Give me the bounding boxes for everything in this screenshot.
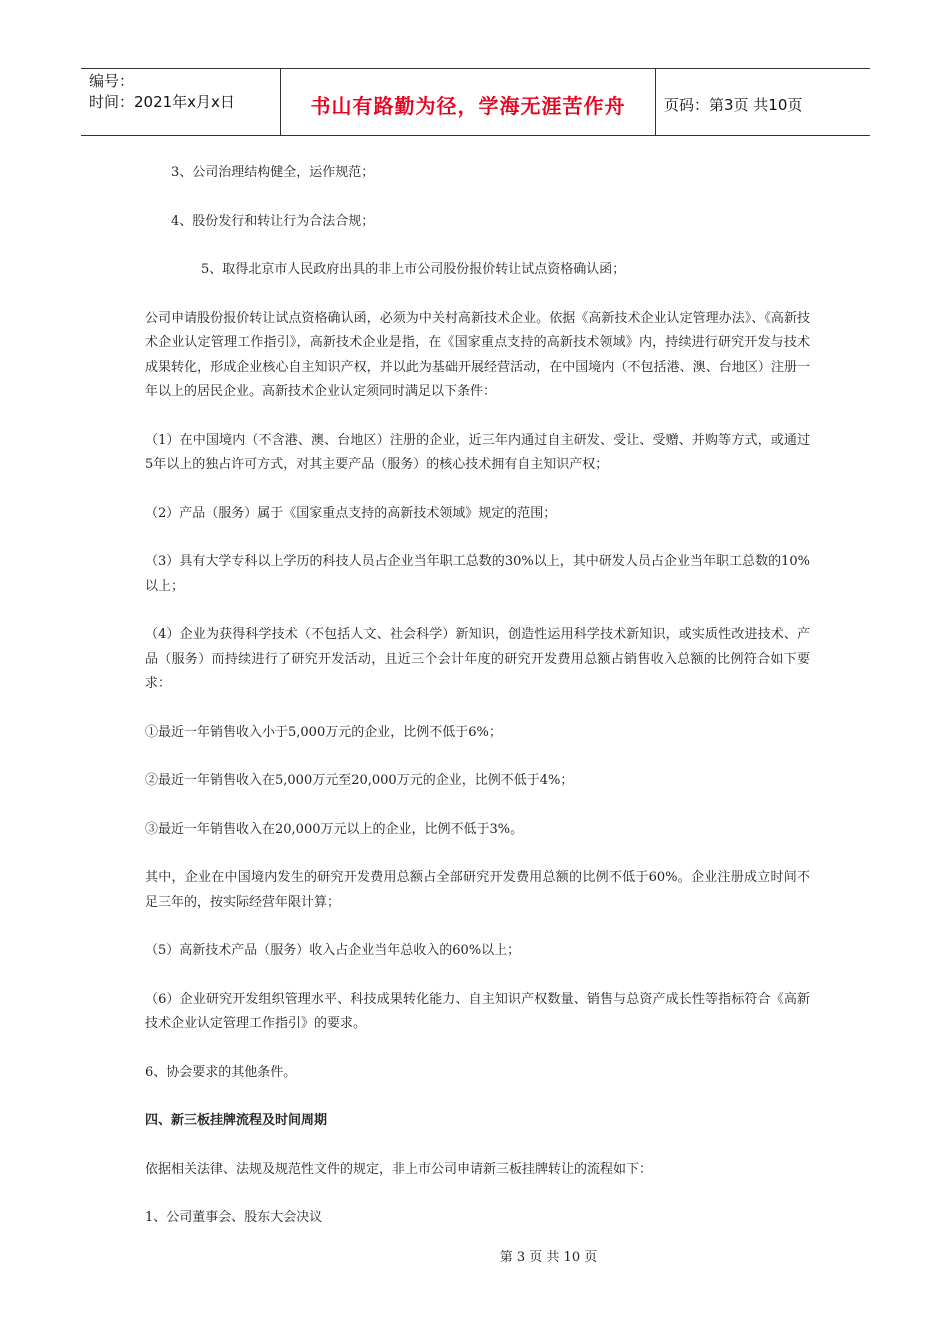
- paragraph-domestic-rd: 其中，企业在中国境内发生的研究开发费用总额占全部研究开发费用总额的比例不低于60%。企业注册成立时间不足三年的，按实际经营年限计算；: [145, 870, 810, 910]
- paragraph-requirement-3: （3）具有大学专科以上学历的科技人员占企业当年职工总数的30%以上，其中研发人员占企业当年职工总数的10%以上；: [145, 554, 810, 594]
- list-item-step-1: 1、公司董事会、股东大会决议: [145, 1210, 323, 1225]
- paragraph-requirement-5: （5）高新技术产品（服务）收入占企业当年总收入的60%以上；: [145, 943, 521, 958]
- serial-number-label: 编号：: [89, 72, 135, 90]
- paragraph-requirement-4: （4）企业为获得科学技术（不包括人文、社会科学）新知识，创造性运用科学技术新知识，或实质性改进技术、产品（服务）而持续进行了研究开发活动，且近三个会计年度的研究开发费用总额占销售收入总额的比例符合如下要求：: [145, 627, 810, 691]
- paragraph-ratio-b: ②最近一年销售收入在5,000万元至20,000万元的企业，比例不低于4%；: [145, 773, 574, 788]
- list-item-condition-5: 5、取得北京市人民政府出具的非上市公司股份报价转让试点资格确认函；: [201, 262, 626, 277]
- paragraph-hightech-definition: 公司申请股份报价转让试点资格确认函，必须为中关村高新技术企业。依据《高新技术企业认定管理办法》、《高新技术企业认定管理工作指引》，高新技术企业是指，在《国家重点支持的高新技术领域》内，持续进行研究开发与技术成果转化，形成企业核心自主知识产权，并以此为基础开展经营活动，在中国境内（不包括港、澳、台地区）注册一年以上的居民企业。高新技术企业认定须同时满足以下条件：: [145, 310, 810, 399]
- paragraph-ratio-c: ③最近一年销售收入在20,000万元以上的企业，比例不低于3%。: [145, 821, 524, 837]
- list-item-condition-6: 6、协会要求的其他条件。: [145, 1064, 297, 1080]
- document-body: [145, 161, 810, 1255]
- header-page-label: 页码：第3页 共10页: [664, 95, 803, 114]
- page-footer: 第 3 页 共 10 页: [499, 1250, 598, 1265]
- paragraph-requirement-1: （1）在中国境内（不含港、澳、台地区）注册的企业，近三年内通过自主研发、受让、受赠、并购等方式，或通过5年以上的独占许可方式，对其主要产品（服务）的核心技术拥有自主知识产权；: [145, 432, 810, 472]
- page-header: [81, 68, 870, 136]
- time-label: 时间：2021年x月x日: [89, 93, 235, 111]
- list-item-condition-4: 4、股份发行和转让行为合法合规；: [171, 213, 375, 229]
- paragraph-process-intro: 依据相关法律、法规及规范性文件的规定，非上市公司申请新三板挂牌转让的流程如下：: [145, 1161, 653, 1177]
- list-item-condition-3: 3、公司治理结构健全，运作规范；: [171, 165, 375, 180]
- section-heading-listing-process: 四、新三板挂牌流程及时间周期: [145, 1113, 328, 1128]
- header-motto: 书山有路勤为径，学海无涯苦作舟: [281, 69, 656, 135]
- header-info-cell: [81, 69, 281, 135]
- paragraph-ratio-a: ①最近一年销售收入小于5,000万元的企业，比例不低于6%；: [145, 724, 502, 740]
- paragraph-requirement-6: （6）企业研究开发组织管理水平、科技成果转化能力、自主知识产权数量、销售与总资产成长性等指标符合《高新技术企业认定管理工作指引》的要求。: [145, 991, 810, 1031]
- paragraph-requirement-2: （2）产品（服务）属于《国家重点支持的高新技术领域》规定的范围；: [145, 505, 557, 521]
